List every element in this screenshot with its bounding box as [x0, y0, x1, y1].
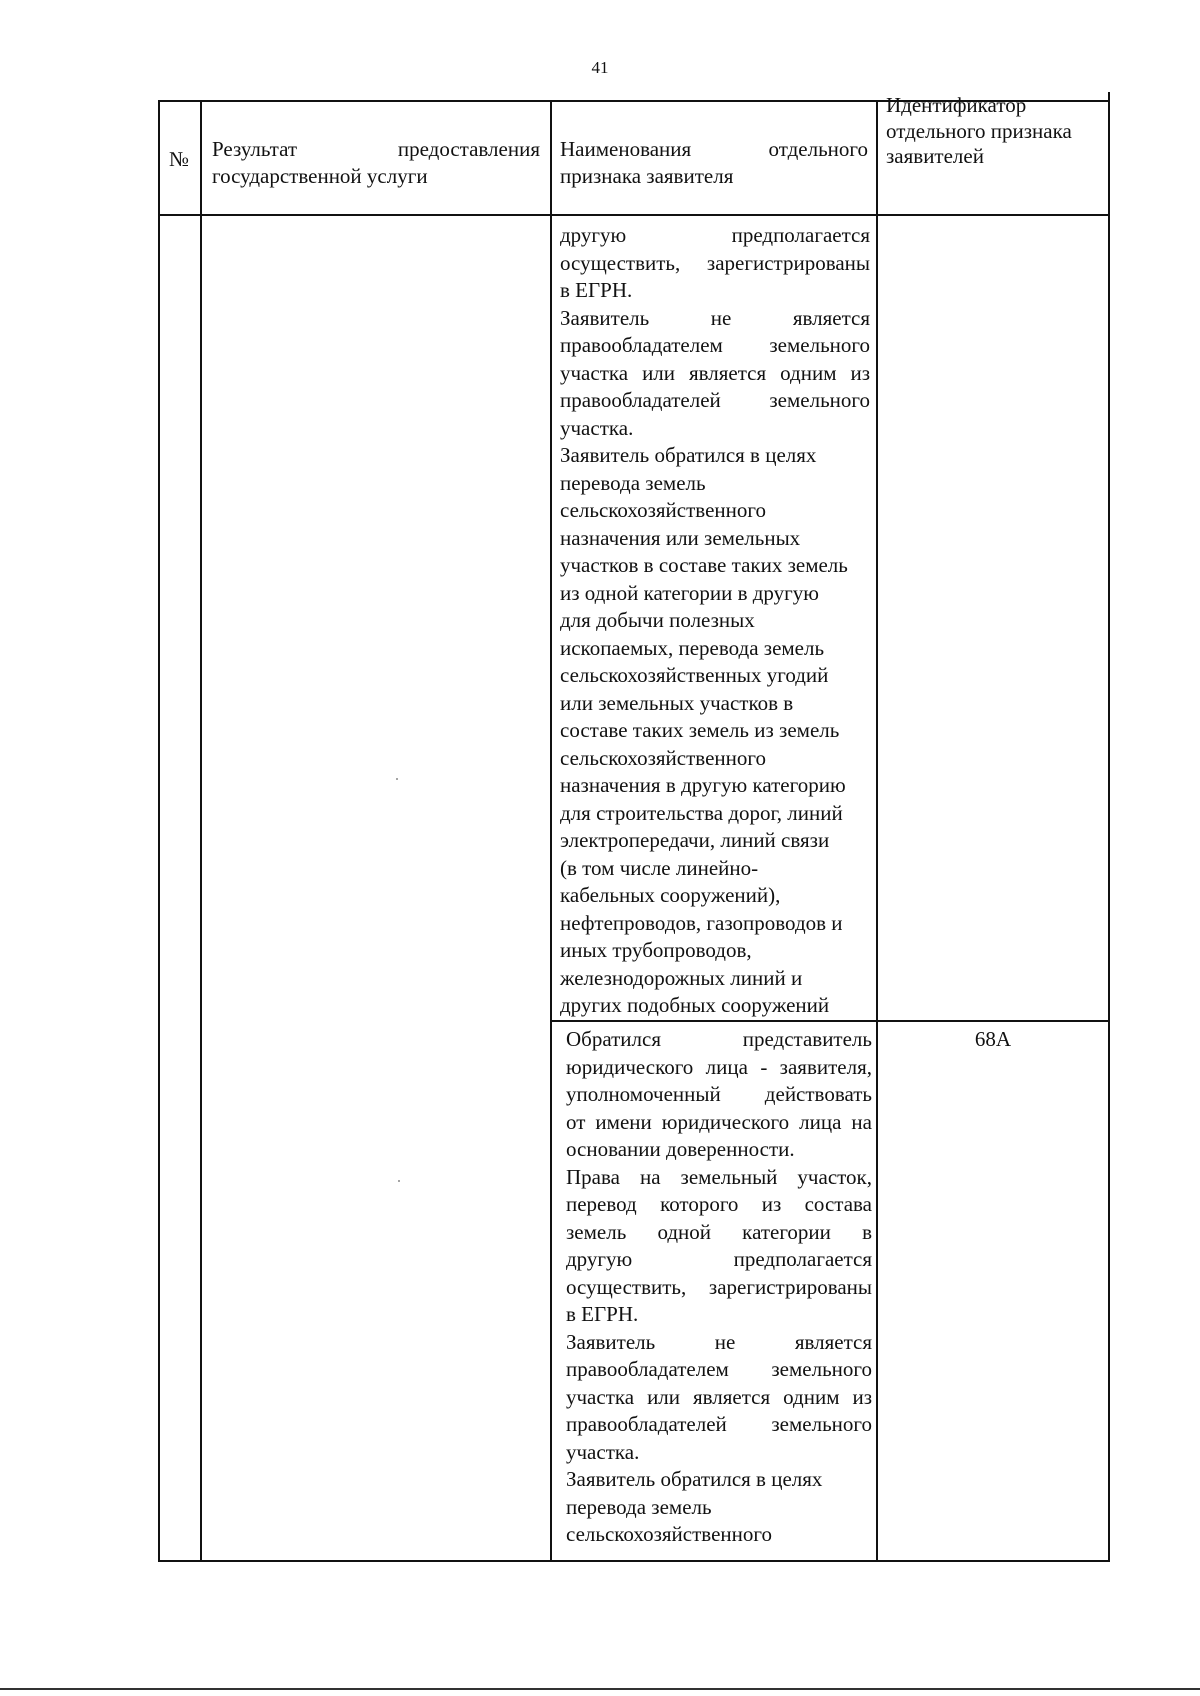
- feature-text-line: юридического лица - заявителя,: [566, 1054, 872, 1079]
- feature-text-line: других подобных сооружений: [560, 993, 830, 1017]
- applicant-features-table: [158, 93, 1110, 1562]
- feature-text-line: другую предполагается: [560, 223, 870, 247]
- feature-text-line: Заявитель не является: [566, 1329, 872, 1354]
- feature-text-line: от имени юридического лица на: [566, 1109, 872, 1134]
- page-number: 41: [591, 58, 609, 77]
- header-divider: [158, 214, 1110, 216]
- feature-text-line: участка.: [560, 415, 634, 440]
- feature-text-line: сельскохозяйственных угодий: [560, 663, 829, 687]
- feature-text-line: Заявитель обратился в целях: [560, 443, 817, 467]
- feature-text-line: осуществить, зарегистрированы: [560, 250, 870, 275]
- row2-feature-id: 68А: [974, 1027, 1012, 1051]
- feature-text-line: или земельных участков в: [560, 690, 794, 715]
- feature-text-line: назначения или земельных: [560, 525, 801, 550]
- feature-text-line: в ЕГРН.: [560, 278, 633, 302]
- scan-edge-line: [0, 1688, 1200, 1690]
- row1-feature-cell: [560, 222, 870, 1020]
- feature-text-line: правообладателем земельного: [566, 1357, 872, 1381]
- feature-text-line: нефтепроводов, газопроводов и: [560, 910, 843, 935]
- feature-text-line: сельскохозяйственного: [566, 1522, 772, 1546]
- feature-text-line: сельскохозяйственного: [560, 498, 766, 522]
- feature-text-line: участков в составе таких земель: [560, 553, 848, 577]
- row-divider: [550, 1020, 1110, 1022]
- header-feature-id: Идентификатор отдельного признака заявителей: [886, 93, 1072, 168]
- feature-text-line: земель одной категории в: [566, 1219, 872, 1244]
- table-border-right: [1108, 92, 1110, 1562]
- feature-text-line: участка.: [566, 1439, 640, 1464]
- feature-text-line: другую предполагается: [566, 1247, 872, 1271]
- col-divider-2: [550, 100, 552, 1562]
- feature-text-line: назначения в другую категорию: [560, 773, 846, 797]
- feature-text-line: правообладателей земельного: [560, 388, 870, 412]
- header-feature-name: Наименования отдельного признака заявителя: [560, 137, 868, 188]
- table-border-bottom: [158, 1560, 1110, 1562]
- feature-text-line: из одной категории в другую: [560, 580, 819, 605]
- feature-text-line: кабельных сооружений),: [560, 883, 781, 907]
- feature-text-line: в ЕГРН.: [566, 1302, 639, 1326]
- feature-text-line: электропередачи, линий связи: [560, 828, 830, 852]
- feature-text-line: перевод которого из состава: [566, 1192, 872, 1216]
- feature-text-line: для строительства дорог, линий: [560, 800, 843, 825]
- feature-text-line: перевода земель: [566, 1494, 712, 1519]
- feature-text-line: основании доверенности.: [566, 1137, 795, 1161]
- col-divider-3: [876, 100, 878, 1562]
- feature-text-line: правообладателем земельного: [560, 333, 870, 357]
- feature-text-line: Обратился представитель: [566, 1027, 872, 1051]
- feature-text-line: иных трубопроводов,: [560, 938, 752, 962]
- row2-feature-cell: [566, 1026, 872, 1549]
- header-result: Результат предоставления государственной услуги: [212, 137, 540, 188]
- feature-text-line: Заявитель не является: [560, 305, 870, 330]
- table-border-left: [158, 100, 160, 1562]
- feature-text-line: Заявитель обратился в целях: [566, 1467, 823, 1491]
- feature-text-line: правообладателей земельного: [566, 1412, 872, 1436]
- feature-text-line: составе таких земель из земель: [560, 718, 840, 742]
- col-divider-1: [200, 100, 202, 1562]
- feature-text-line: для добычи полезных: [560, 608, 755, 632]
- scan-speck: [396, 778, 398, 780]
- feature-text-line: железнодорожных линий и: [560, 965, 803, 990]
- feature-text-line: Права на земельный участок,: [566, 1164, 872, 1189]
- header-num: №: [168, 147, 190, 171]
- feature-text-line: участка или является одним из: [566, 1384, 872, 1409]
- feature-text-line: участка или является одним из: [560, 360, 870, 385]
- scan-speck: [398, 1180, 400, 1182]
- feature-text-line: осуществить, зарегистрированы: [566, 1274, 872, 1299]
- feature-text-line: (в том числе линейно-: [560, 855, 759, 880]
- feature-text-line: уполномоченный действовать: [566, 1082, 872, 1106]
- feature-text-line: сельскохозяйственного: [560, 745, 766, 770]
- feature-text-line: перевода земель: [560, 470, 706, 495]
- feature-text-line: ископаемых, перевода земель: [560, 635, 825, 660]
